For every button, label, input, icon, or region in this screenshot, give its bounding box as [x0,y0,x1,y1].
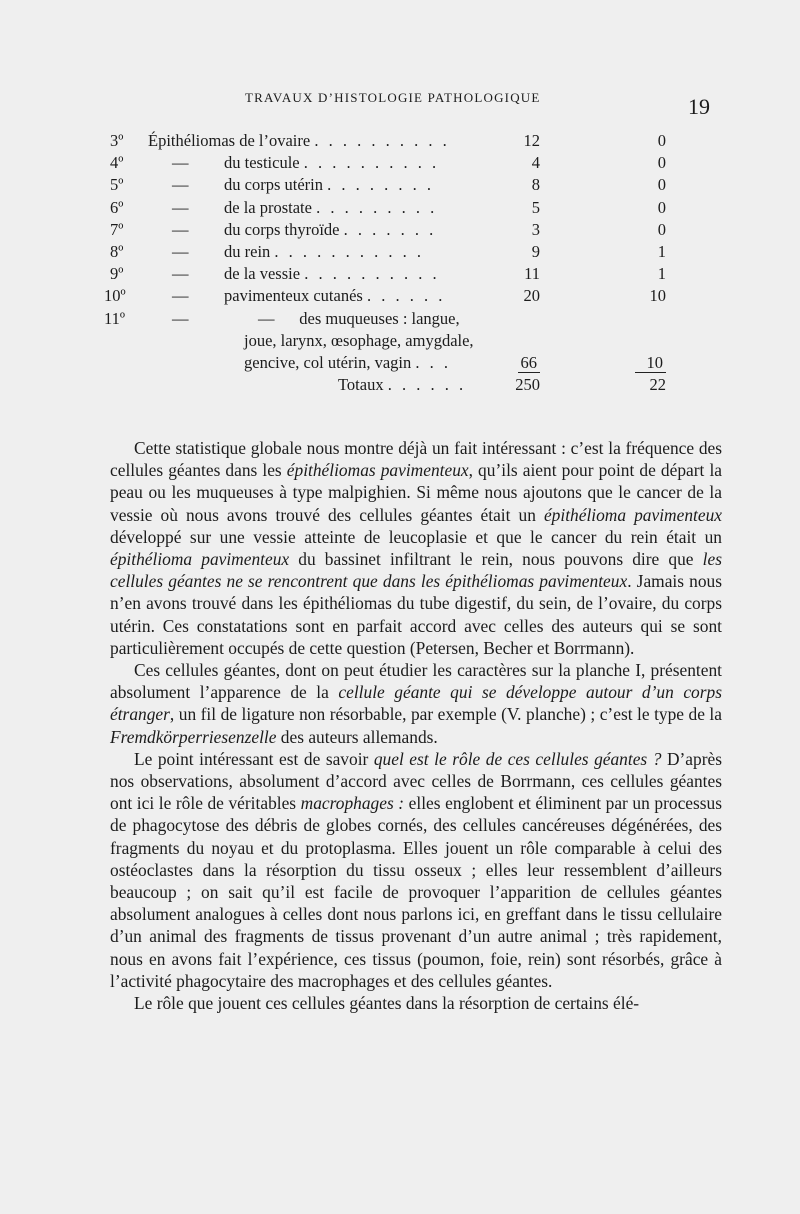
row-label-line-1: — des muqueuses : langue, [258,308,460,328]
giant-cells-count: 0 [657,153,666,173]
giant-cells-count: 1 [657,241,666,261]
paragraph: Cette statistique globale nous montre déjà un fait intéressant : c’est la fréquence des cellules géantes dans les épithéliomas pavimenteux, qu’ils aient pour point de départ la peau ou les muqueuses à type malpighien. Si même nous ajoutons que le cancer de la vessie où nous avons trouvé des cellules géantes était un épithélioma pavimenteux développé sur une vessie atteinte de leucoplasie et que le cancer du rein était un épithélioma pavimenteux du bassinet infiltrant le rein, nous pouvons dire que les cellules géantes ne se rencontrent que dans les épithéliomas pavimenteux. Jamais nous n’en avons trouvé dans les épithéliomas du tube digestif, du sein, de l’ovaire, du corps utérin. Ces constatations sont en parfait accord avec celles des auteurs qui se sont particulièrement occupés de cette question (Petersen, Becher et Borrmann). [110,438,722,658]
paragraph: Le point intéressant est de savoir quel est le rôle de ces cellules géantes ? D’après nos observations, absolument d’accord avec celles de Borrmann, ces cellules géantes ont ici le rôle de véritables macrophages : elles englobent et éliminent par un processus de phagocytose des débris de globes cornés, des cellules cancéreuses dégénérées, des fragments du noyau et du protoplasma. Elles jouent un rôle comparable à celui des ostéoclastes dans la résorption du tissu osseux ; elles leur ressemblent d’ailleurs beaucoup ; on sait qu’il est facile de provoquer l’apparition de cellules géantes absolument analogues à celles dont nous parlons ici, en greffant dans le tissu cellulaire d’un animal des fragments de tissus provenant d’un autre animal ; très rapidement, nous en avons fait l’expérience, ces tissus (poumon, foie, rein) sont résorbés, grâce à l’activité phagocytaire des macrophages et des cellules géantes. [110,748,723,991]
giant-cells-count: 0 [657,131,666,150]
row-label-line-2: joue, larynx, œsophage, amygdale, [244,330,474,350]
running-title: TRAVAUX D’HISTOLOGIE PATHOLOGIQUE [245,90,541,105]
row-label: Épithéliomas de l’ovaire . . . . . . . . . . [148,131,450,150]
table-row [110,174,690,196]
cases-count: 8 [531,175,540,195]
ditto-dash: — [172,264,189,284]
ditto-dash: — [172,219,189,239]
ditto-dash: — [172,197,189,217]
table-row [104,308,690,330]
row-number: 7º [110,219,124,239]
giant-cells-count: 0 [657,175,666,195]
cases-count: 66 [518,352,541,374]
table-row [110,263,690,285]
total-giant-cells: 22 [649,375,666,395]
giant-cells-count: 10 [649,286,666,306]
row-number: 11º [104,308,126,328]
ditto-dash: — [172,308,189,328]
row-number: 6º [110,197,124,217]
ditto-dash: — [172,153,189,173]
ditto-dash: — [172,241,189,261]
total-label: Totaux . . . . . . [338,375,467,395]
row-label: pavimenteux cutanés . . . . . . [224,286,446,306]
giant-cells-count: 0 [657,197,666,217]
row-label: du corps utérin . . . . . . . . [224,175,434,195]
table-row [110,219,690,241]
table-total-row [110,374,690,396]
row-label: de la prostate . . . . . . . . . [224,197,438,217]
cases-count: 9 [531,241,540,261]
cases-count: 20 [523,286,540,306]
table-row [110,152,690,174]
cases-count: 4 [531,153,540,173]
row-number: 3º [110,131,124,150]
cases-count: 12 [523,131,540,150]
cases-count: 11 [524,264,540,284]
row-number: 9º [110,264,124,284]
row-number: 4º [110,153,124,173]
paragraph: Ces cellules géantes, dont on peut étudier les caractères sur la planche I, présentent absolument l’apparence de la cellule géante qui se développe autour d’un corps étranger, un fil de ligature non résorbable, par exemple (V. planche) ; c’est le type de la Fremdkörperriesenzelle des auteurs allemands. [110,660,722,747]
table-row [104,285,690,307]
ditto-dash: — [172,286,189,306]
cases-count: 3 [531,219,540,239]
page-number: 19 [688,94,710,119]
row-number: 5º [110,175,124,195]
total-cases: 250 [515,375,540,395]
paragraph: Le rôle que jouent ces cellules géantes dans la résorption de certains élé- [134,993,640,1014]
cases-count: 5 [531,197,540,217]
row-label: du rein . . . . . . . . . . . [224,241,425,261]
table-row-continuation [110,330,690,352]
table-row [110,130,690,152]
row-label: du testicule . . . . . . . . . . [224,153,440,173]
body-text [110,437,722,1014]
row-label: de la vessie . . . . . . . . . . [224,264,440,284]
table-row [110,197,690,219]
ditto-dash: — [172,175,189,195]
statistics-table [104,130,690,396]
row-number: 8º [110,241,124,261]
table-row [110,241,690,263]
giant-cells-count: 10 [635,352,667,374]
giant-cells-count: 1 [657,264,666,284]
row-label-line-3: gencive, col utérin, vagin . . . [244,352,451,372]
row-label: du corps thyroïde . . . . . . . [224,219,437,239]
giant-cells-count: 0 [657,219,666,239]
table-row-continuation [110,352,690,374]
row-number: 10º [104,286,126,306]
